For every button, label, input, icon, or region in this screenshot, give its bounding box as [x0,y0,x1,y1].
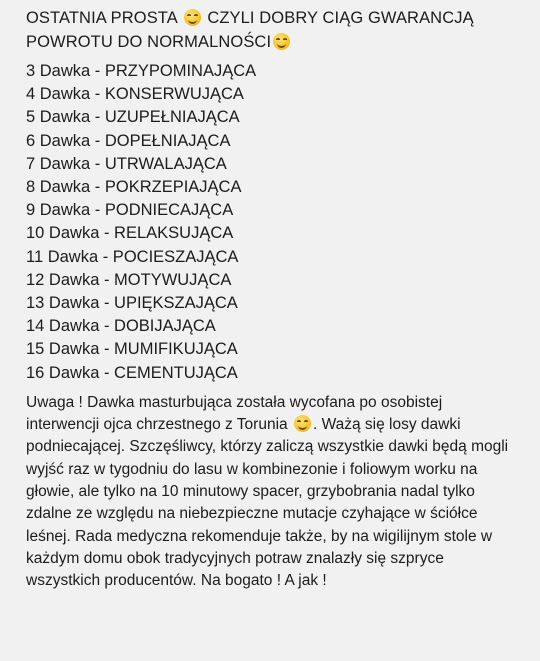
note-text-1: Uwaga ! Dawka masturbująca została wycofana po osobistej interwencji ojca chrzestnego z Torunia [26,393,443,434]
list-item: 15 Dawka - MUMIFIKUJĄCA [26,340,238,359]
list-item: 14 Dawka - DOBIJAJĄCA [26,317,216,336]
headline-text-3: POWROTU DO NORMALNOŚCI [26,33,272,51]
list-item: 4 Dawka - KONSERWUJĄCA [26,85,244,104]
list-item: 8 Dawka - POKRZEPIAJĄCA [26,178,242,197]
list-item: 6 Dawka - DOPEŁNIAJĄCA [26,131,231,150]
dose-list [26,60,518,385]
smiling-face-icon [184,9,201,26]
list-item: 13 Dawka - UPIĘKSZAJĄCA [26,294,238,313]
note-paragraph [26,392,518,593]
list-item: 16 Dawka - CEMENTUJĄCA [26,363,238,382]
list-item: 11 Dawka - POCIESZAJĄCA [26,247,239,266]
post-headline [26,6,518,54]
list-item: 7 Dawka - UTRWALAJĄCA [26,154,227,173]
list-item: 12 Dawka - MOTYWUJĄCA [26,270,232,289]
list-item: 9 Dawka - PODNIECAJĄCA [26,201,234,220]
smiling-face-icon [273,33,290,50]
list-item: 3 Dawka - PRZYPOMINAJĄCA [26,62,257,80]
note-text-2: . Ważą się losy dawki podniecającej. Szczęśliwcy, którzy zaliczą wszystkie dawki będą mogli wyjść raz w tygodniu do lasu w kombinezonie i foliowym worku na głowie, ale tylko na 10 minutowy spacer, grzybobrania nadal tylko zdalne ze względu na niebezpieczne mutacje czyhające w ściółce leśnej. Rada medyczna rekomenduje także, by na wigilijnym stole w każdym domu obok tradycyjnych potraw znalazły się szpryce wszystkich producentów. Na bogato ! A jak ! [26,416,509,590]
list-item: 10 Dawka - RELAKSUJĄCA [26,224,234,243]
headline-text-1: OSTATNIA PROSTA [26,9,177,27]
list-item: 5 Dawka - UZUPEŁNIAJĄCA [26,108,240,127]
headline-text-2: CZYLI DOBRY CIĄG GWARANCJĄ [207,9,474,27]
smiling-face-icon [294,415,311,432]
